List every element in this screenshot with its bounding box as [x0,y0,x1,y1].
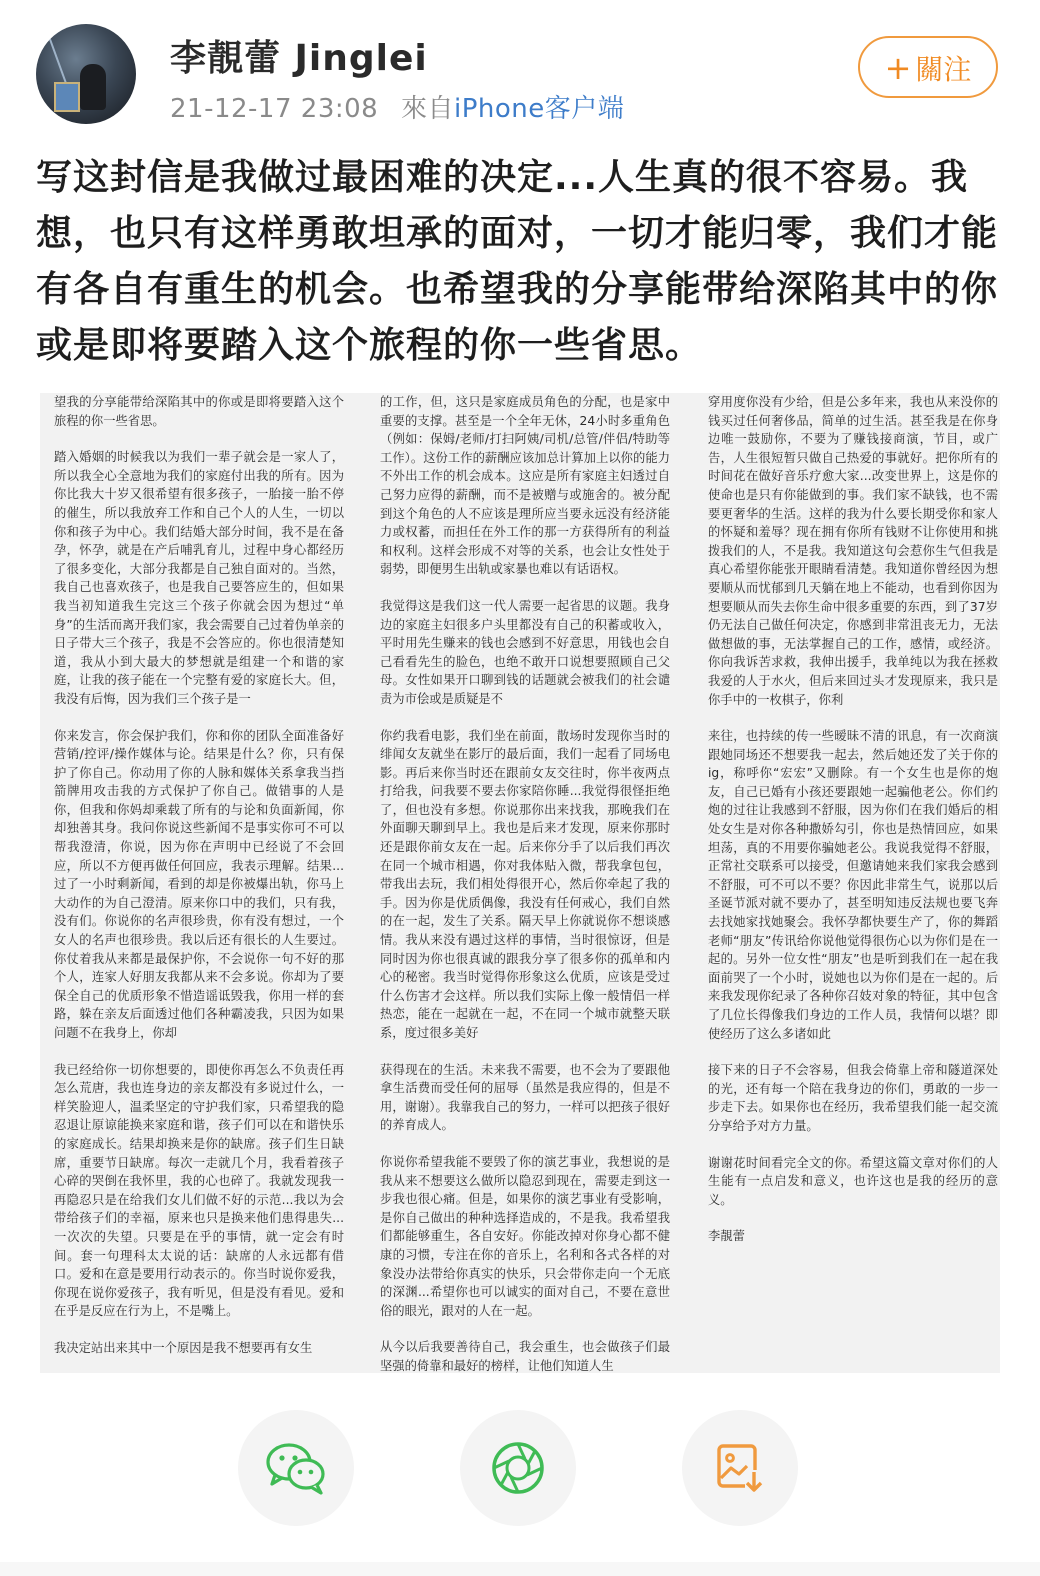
letter-column-2 [380,393,670,1373]
follow-button[interactable] [858,36,998,98]
letter-paragraph: 我已经给你一切你想要的，即使你再怎么不负责任再怎么荒唐，我也连身边的亲友都没有多说过什么，一样笑脸迎人，温柔坚定的守护我们家，只希望我的隐忍退让原谅能换来家庭和谐，孩子们可以在和谐快乐的家庭成长。结果却换来是你的缺席。孩子们生日缺席，重要节日缺席。每次一走就几个月，我看着孩子心碎的哭倒在我怀里，我的心也碎了。我就发现我一再隐忍只是在给我们女儿们做不好的示范...我以为会带给孩子们的幸福，原来也只是换来他们患得患失...一次次的失望。只要是在乎的事情，就一定会有时间。套一句理科太太说的话：缺席的人永远都有借口。爱和在意是要用行动表示的。你当时说你爱我，你现在说你爱孩子，我有听见，但是没有看见。爱和在乎是反应在行为上，不是嘴上。 [54,1062,344,1319]
post-header [0,0,1040,140]
letter-image[interactable] [40,393,1000,1373]
post-meta [170,88,624,125]
save-image-icon [713,1440,767,1496]
letter-paragraph: 你来发言，你会保护我们，你和你的团队全面准备好营销/控评/操作媒体与论。结果是什么？你，只有保护了你自己。你动用了你的人脉和媒体关系拿我当挡箭牌用攻击我的方式保护了你自己。做错事的人是你，但我和你妈却乘载了所有的与论和负面新闻，你却独善其身。我问你说这些新闻不是事实你可不可以帮我澄清，你说，因为你在声明中已经说了不会回应，所以不方便再做任何回应，我表示理解。结果...过了一小时剩新闻，看到的却是你被爆出轨，你马上大动作的为自己澄清。原来你口中的我们，只有我，没有们。你说你的名声很珍贵，你有没有想过，一个女人的名声也很珍贵。我以后还有很长的人生要过。你仗着我从来都是最保护你，不会说你一句不好的那个人，连家人好朋友我都从来不会多说。你却为了要保全自己的优质形象不惜造谣诋毁我，你用一样的套路，躲在亲友后面透过他们各种霸凌我，只因为如果问题不在我身上，你却 [54,728,344,1040]
letter-paragraph: 我觉得这是我们这一代人需要一起省思的议题。我身边的家庭主妇很多户头里都没有自己的积蓄或收入，平时用先生赚来的钱也会感到不好意思，用钱也会自己看看先生的脸色，也绝不敢开口说想要照顾自己父母。女性如果开口聊到钱的话题就会被我们的社会谴责为市侩或是质疑是不 [380,598,670,706]
letter-paragraph: 你说你希望我能不要毁了你的演艺事业，我想说的是我从来不想要这么做所以隐忍到现在，需要走到这一步我也很心痛。但是，如果你的演艺事业有受影响，是你自己做出的种种选择造成的，不是我。我希望我们都能够重生，各自安好。你能改掉对你身心都不健康的习惯，专注在你的音乐上，名利和各式各样的对象没办法带给你真实的快乐，只会带你走向一个无底的深渊...希望你也可以诚实的面对自己，不要在意世俗的眼光，跟对的人在一起。 [380,1154,670,1318]
author-name[interactable]: 李靚蕾 Jinglei [170,38,428,79]
save-image-button[interactable] [682,1410,798,1526]
follow-label: 關注 [915,53,972,86]
moments-icon [490,1440,546,1496]
letter-paragraph: 我决定站出来其中一个原因是我不想要再有女生 [54,1340,313,1355]
source-prefix: 來自 [400,94,454,124]
letter-paragraph: 接下来的日子不会容易，但我会倚靠上帝和隧道深处的光，还有每一个陪在我身边的你们，勇敢的一步一步走下去。如果你也在经历，我希望我们能一起交流分享给予对方力量。 [708,1063,998,1133]
letter-column-1 [54,393,344,1373]
letter-paragraph: 获得现在的生活。未来我不需要，也不会为了要跟他拿生活费而受任何的屈辱（虽然是我应得的，但是不用，谢谢）。我靠我自己的努力，一样可以把孩子很好的养育成人。 [380,1062,670,1133]
bottom-bar [0,1562,1040,1576]
post-timestamp: 21-12-17 23:08 [170,94,379,124]
letter-paragraph: 望我的分享能带给深陷其中的你或是即将要踏入这个旅程的你一些省思。 [54,395,344,428]
letter-paragraph: 踏入婚姻的时候我以为我们一辈子就会是一家人了，所以我全心全意地为我们的家庭付出我的所有。因为你比我大十岁又很希望有很多孩子，一胎接一胎不停的催生，所以我放弃工作和自己个人的人生，一切以你和孩子为中心。我们结婚大部分时间，我不是在备孕，怀孕，就是在产后哺乳育儿，过程中身心都经历了很多变化，大部分我都是自己独自面对的。当然，我自己也喜欢孩子，也是我自己要答应生的，但如果我当初知道我生完这三个孩子你就会因为想过“单身”的生活而离开我们家，我会需要自己过着伪单亲的日子带大三个孩子，我是不会答应的。你也很清楚知道，我从小到大最大的梦想就是组建一个和谐的家庭，让我的孩子能在一个完整有爱的家庭长大。但，我没有后悔，因为我们三个孩子是一 [54,450,344,706]
plus-icon: + [884,49,912,87]
letter-paragraph: 穿用度你没有少给，但是公多年来，我也从来没你的钱买过任何奢侈品，简单的过生活。甚至我是在你身边唯一鼓励你，不要为了赚钱接商演，节目，或广告，人生很短暂只做自己热爱的事就好。把你所有的时间花在做好音乐疗愈大家...改变世界上，这是你的使命也是只有你能做到的事。我们家不缺钱，也不需要更奢华的生活。这样的我为什么要长期受你和家人的怀疑和羞辱？现在拥有你所有钱财不让你使用和挑拨我们的人，不是我。我知道这句会惹你生气但我是真心希望你能张开眼睛看清楚。我知道你曾经因为想要顺从而忧郁到几天躺在地上不能动，也看到你因为想要顺从而失去你生命中很多重要的东西，到了37岁仍无法自己做任何决定，你感到非常沮丧无力，无法做想做的事，无法掌握自己的工作，感情，或经济。你向我诉苦求救，我伸出援手，我单纯以为我在拯救我爱的人于水火，但后来回过头才发现原来，我只是你手中的一枚棋子，你利 [708,395,998,707]
share-actions [0,1400,1040,1540]
letter-paragraph: 谢谢花时间看完全文的你。希望这篇文章对你们的人生能有一点启发和意义，也许这也是我的经历的意义。 [708,1155,998,1207]
wechat-icon [265,1440,327,1496]
post-caption: 写这封信是我做过最困难的决定...人生真的很不容易。我想，也只有这样勇敢坦承的面对，一切才能归零，我们才能有各自有重生的机会。也希望我的分享能带给深陷其中的你或是即将要踏入这个旅程的你一些省思。 [36,157,999,366]
wechat-share-button[interactable] [238,1410,354,1526]
avatar[interactable] [36,24,136,124]
letter-signature: 李靚蕾 [708,1229,745,1244]
letter-column-3 [708,393,998,1373]
source-client: iPhone客户端 [454,94,625,124]
letter-paragraph: 的工作，但，这只是家庭成员角色的分配，也是家中重要的支撑。甚至是一个全年无休，24小时多重角色（例如：保姆/老师/打扫阿姨/司机/总管/伴侣/特助等工作）。这份工作的薪酬应该加总计算加上以你的能力不外出工作的机会成本。这应是所有家庭主妇透过自己努力应得的薪酬，而不是被赠与或施舍的。被分配到这个角色的人不应该是理所应当要永远没有经济能力或权蓄，而担任在外工作的那一方获得所有的利益和权利。这样会形成不对等的关系，也会让女性处于弱势，即便男生出轨或家暴也难以有话语权。 [380,395,670,577]
letter-paragraph: 你约我看电影，我们坐在前面，散场时发现你当时的绯闻女友就坐在影厅的最后面，我们一起看了同场电影。再后来你当时还在跟前女友交往时，你半夜两点打给我，问我要不要去你家陪你睡...我觉得很怪拒绝了，但也没有多想。你说那你出来找我，那晚我们在外面聊天聊到早上。我也是后来才发现，原来你那时还是跟你前女友在一起。后来你分手了以后我们再次在同一个城市相遇，你对我体贴入微，帮我拿包包，带我出去玩，我们相处得很开心，然后你牵起了我的手。因为你是优质偶像，我没有任何戒心，我们自然的在一起，发生了关系。隔天早上你就说你不想谈感情。我从来没有遇过这样的事情，当时很惊讶，但是同时因为你也很真诚的跟我分享了很多你的孤单和内心的秘密。我当时觉得你形象这么优质，应该是受过什么伤害才会这样。所以我们实际上像一般情侣一样热恋，能在一起就在一起，不在同一个城市就整天联系，度过很多美好 [380,728,670,1040]
letter-paragraph: 从今以后我要善待自己，我会重生，也会做孩子们最坚强的倚靠和最好的榜样，让他们知道人生 [380,1340,670,1373]
moments-share-button[interactable] [460,1410,576,1526]
letter-paragraph: 来往，也持续的传一些暧昧不清的讯息，有一次商演跟她同场还不想要我一起去，然后她还发了关于你的ig，称呼你“宏宏”又删除。有一个女生也是你的炮友，自己已婚有小孩还要跟她一起骗他老公。你们约炮的过往让我感到不舒服，因为你们在我们婚后的相处女生是对你各种撒娇勾引，你也是热情回应，如果坦荡，真的不用要你骗她老公。我说我觉得不舒服，正常社交联系可以接受，但邀请她来我们家我会感到不舒服，可不可以不要？你因此非常生气，说那以后圣诞节派对就不要办了，甚至明知违反法规也要飞奔去找她家找她聚会。我怀孕都快要生产了，你的舞蹈老师“朋友”传讯给你说他觉得很伤心以为你们是在一起的。另外一位女性“朋友”也是听到我们在一起在我面前哭了一个小时，说她也以为你们是在一起的。后来我发现你纪录了各种你召妓对象的特征，其中包含了几位长得像我们身边的工作人员，我情何以堪？即使经历了这么多诸如此 [708,729,998,1041]
